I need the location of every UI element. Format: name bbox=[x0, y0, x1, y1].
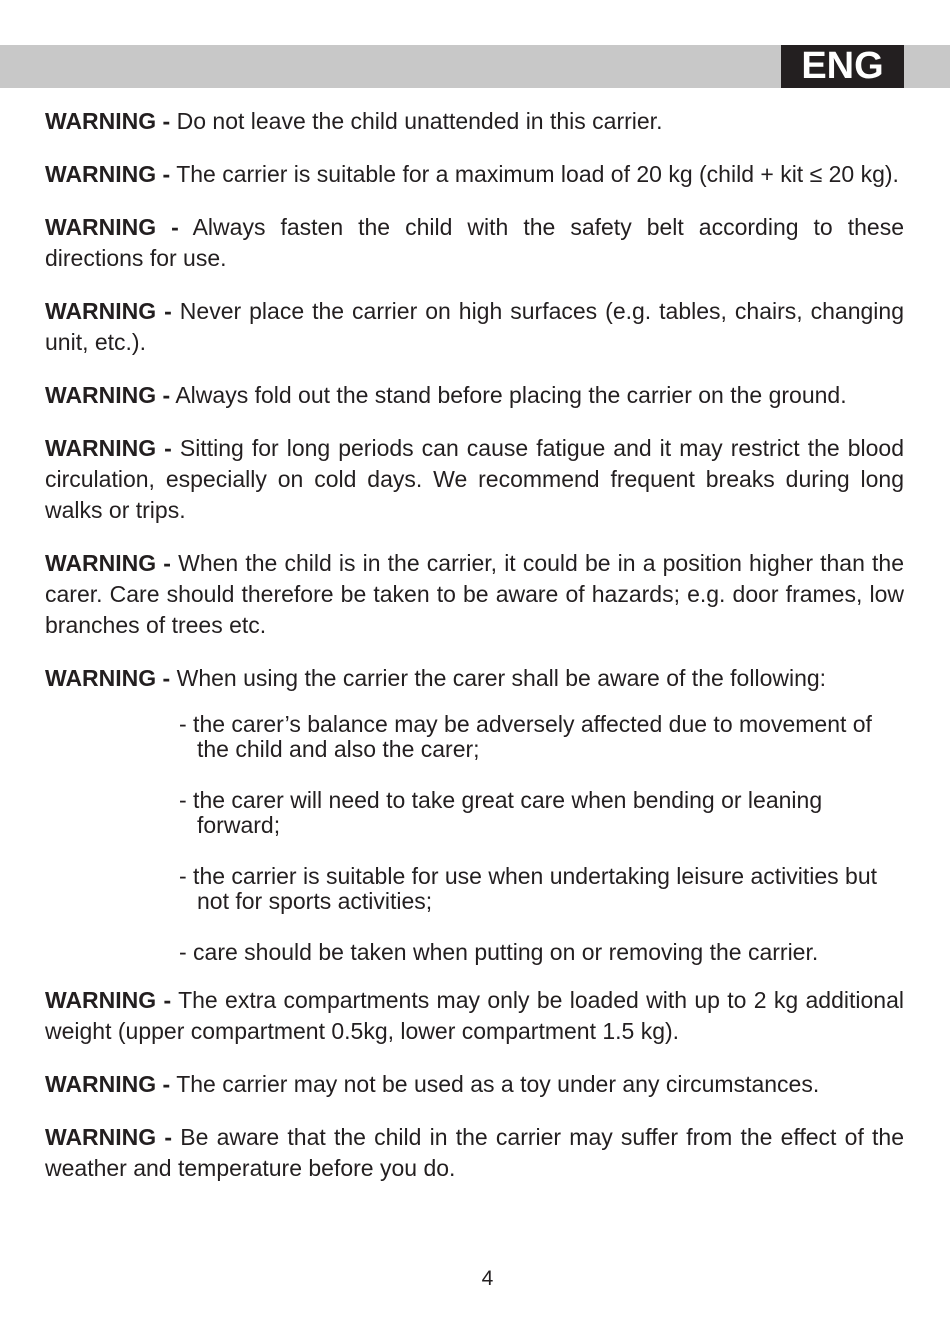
warning-text: Do not leave the child unattended in this carrier. bbox=[176, 108, 663, 134]
warning-text: Sitting for long periods can cause fatigue and it may restrict the blood circulation, especially on cold days. We recommend frequent breaks during long walks or trips. bbox=[45, 435, 904, 523]
list-item: - care should be taken when putting on or removing the carrier. bbox=[179, 939, 819, 965]
warning-label: WARNING - bbox=[45, 435, 172, 461]
warning-label: WARNING - bbox=[45, 1124, 173, 1150]
language-badge: ENG bbox=[781, 45, 904, 88]
warning-text: Never place the carrier on high surfaces (e.g. tables, chairs, changing unit, etc.). bbox=[45, 298, 904, 355]
warning-item bbox=[45, 663, 904, 694]
warning-text: The extra compartments may only be loaded with up to 2 kg additional weight (upper compartment 0.5kg, lower compartment 1.5 kg). bbox=[45, 987, 904, 1044]
warning-text: The carrier is suitable for a maximum load of 20 kg (child + kit ≤ 20 kg). bbox=[176, 161, 899, 187]
warning-label: WARNING - bbox=[45, 214, 179, 240]
warning-text: Be aware that the child in the carrier may suffer from the effect of the weather and temperature before you do. bbox=[45, 1124, 904, 1181]
warning-text: When the child is in the carrier, it could be in a position higher than the carer. Care should therefore be taken to be aware of hazards; e.g. door frames, low branches of trees etc. bbox=[45, 550, 904, 638]
warning-text: Always fasten the child with the safety belt according to these directions for use. bbox=[45, 214, 904, 271]
awareness-list bbox=[179, 712, 904, 965]
page-number: 4 bbox=[481, 1267, 494, 1290]
warning-label: WARNING - bbox=[45, 161, 171, 187]
warning-label: WARNING - bbox=[45, 987, 172, 1013]
warning-item bbox=[45, 380, 904, 411]
warnings-section bbox=[45, 106, 904, 1206]
warning-text: Always fold out the stand before placing the carrier on the ground. bbox=[175, 382, 847, 408]
warning-text: When using the carrier the carer shall be aware of the following: bbox=[176, 665, 827, 691]
warning-label: WARNING - bbox=[45, 298, 172, 324]
warning-label: WARNING - bbox=[45, 665, 171, 691]
warning-label: WARNING - bbox=[45, 1071, 171, 1097]
warning-item bbox=[45, 106, 904, 137]
warning-item bbox=[45, 159, 904, 190]
warning-item bbox=[45, 548, 904, 641]
warning-label: WARNING - bbox=[45, 382, 171, 408]
warning-label: WARNING - bbox=[45, 550, 171, 576]
warning-item bbox=[45, 212, 904, 274]
warning-item bbox=[45, 1122, 904, 1184]
warning-item bbox=[45, 296, 904, 358]
list-item: - the carrier is suitable for use when undertaking leisure activities but not for sports activities; bbox=[179, 863, 878, 914]
warning-label: WARNING - bbox=[45, 108, 171, 134]
list-item: - the carer’s balance may be adversely affected due to movement of the child and also the carer; bbox=[179, 711, 872, 762]
warning-text: The carrier may not be used as a toy under any circumstances. bbox=[176, 1071, 820, 1097]
warning-item bbox=[45, 1069, 904, 1100]
warning-item bbox=[45, 433, 904, 526]
warning-item bbox=[45, 985, 904, 1047]
list-item: - the carer will need to take great care when bending or leaning forward; bbox=[179, 787, 823, 838]
